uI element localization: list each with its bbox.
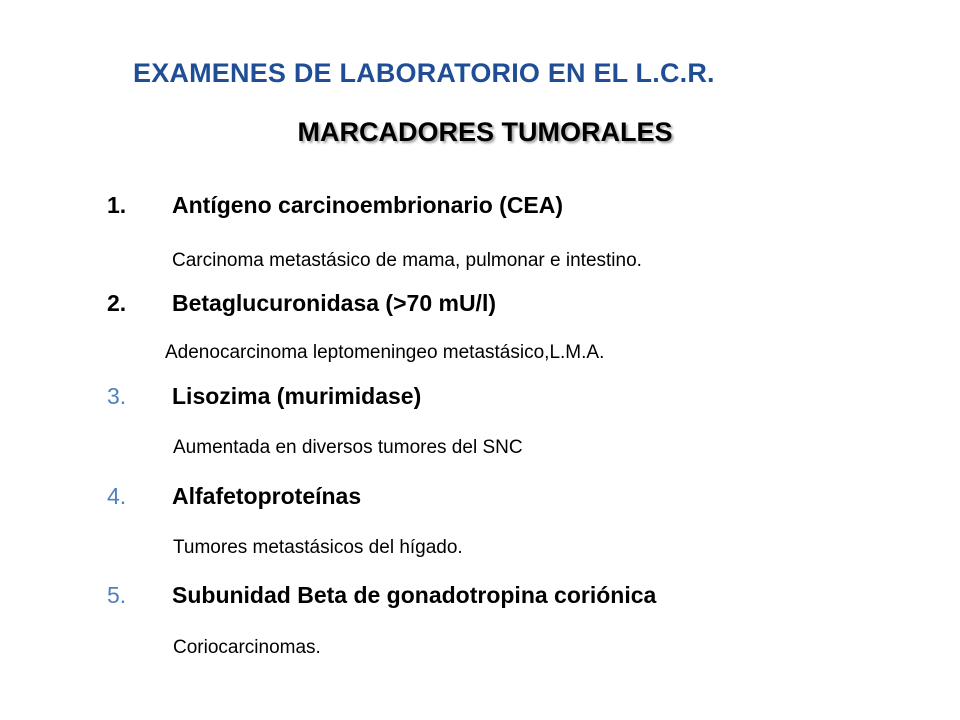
item-number: 1. — [107, 192, 127, 218]
item-description: Aumentada en diversos tumores del SNC — [173, 437, 523, 458]
item-number: 4. — [107, 483, 127, 509]
list-item — [0, 192, 960, 232]
item-description: Tumores metastásicos del hígado. — [173, 537, 463, 558]
item-number: 5. — [107, 582, 127, 608]
list-item — [0, 483, 960, 523]
item-number: 2. — [107, 290, 127, 316]
slide-subtitle — [0, 117, 960, 148]
item-heading: Antígeno carcinoembrionario (CEA) — [172, 192, 564, 218]
list-item — [0, 290, 960, 330]
item-description: Adenocarcinoma leptomeningeo metastásico,L.M.A. — [165, 342, 605, 363]
list-item — [0, 383, 960, 423]
slide-title: EXAMENES DE LABORATORIO EN EL L.C.R. — [133, 58, 715, 88]
item-description: Coriocarcinomas. — [173, 637, 321, 658]
item-heading: Betaglucuronidasa (>70 mU/l) — [172, 290, 496, 316]
item-heading: Subunidad Beta de gonadotropina coriónica — [172, 582, 657, 608]
subtitle-text: MARCADORES TUMORALES — [297, 117, 673, 147]
list-item — [0, 582, 960, 622]
item-description: Carcinoma metastásico de mama, pulmonar e intestino. — [172, 250, 642, 271]
item-number: 3. — [107, 383, 127, 409]
item-heading: Alfafetoproteínas — [172, 483, 362, 509]
item-heading: Lisozima (murimidase) — [172, 383, 422, 409]
